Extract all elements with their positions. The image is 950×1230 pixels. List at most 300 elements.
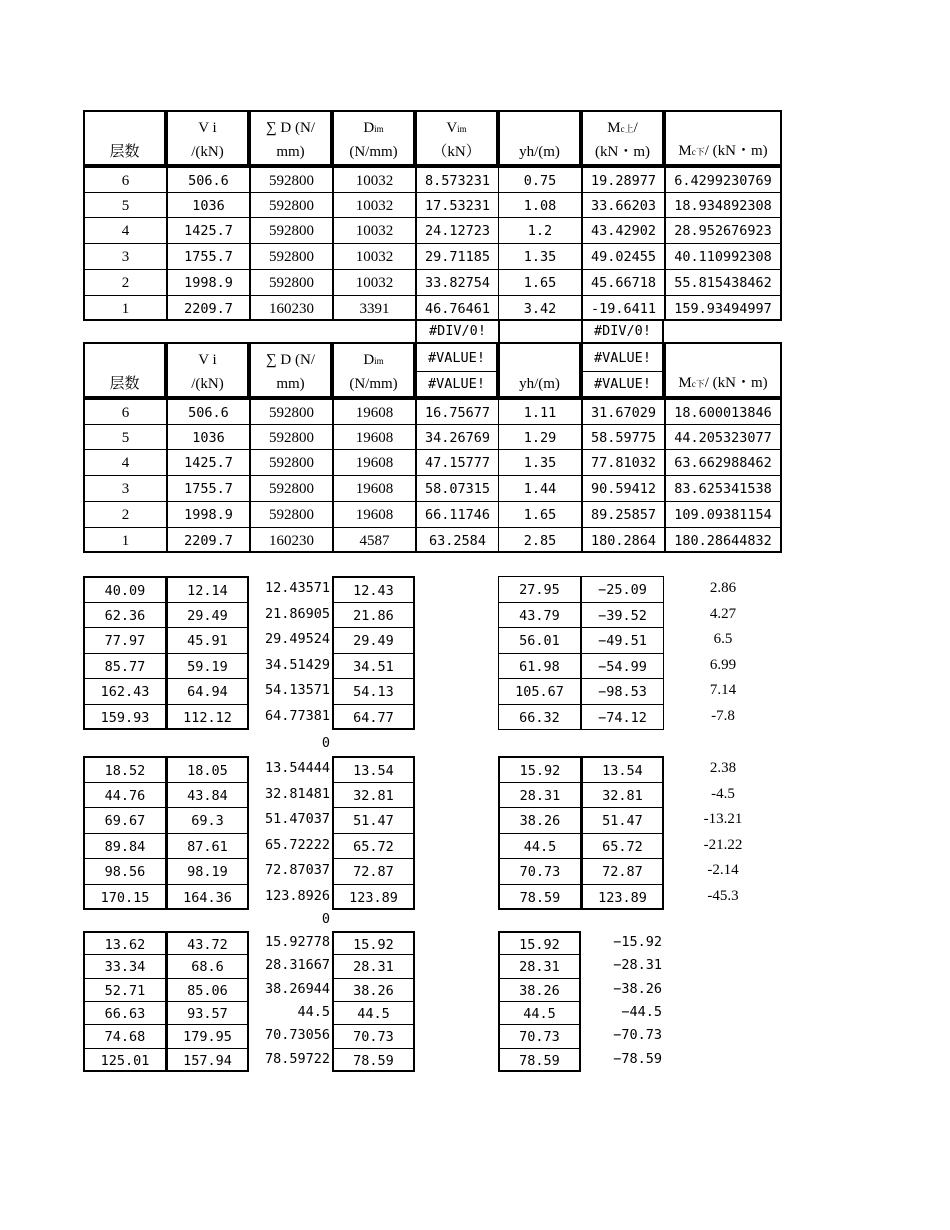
header-text: mm) [276, 144, 305, 160]
block4-cell: -21.22 [703, 836, 743, 853]
block4-cell: 18.52 [83, 756, 166, 783]
table1-mc-top-cell: 43.42902 [581, 217, 664, 244]
header-text: #VALUE! [594, 350, 651, 366]
table1-header-line2 [85, 140, 164, 164]
block3-cell: 40.09 [83, 576, 166, 603]
table1-d-im-cell: 10032 [332, 217, 415, 244]
block4-cell: 69.3 [166, 807, 249, 834]
table2-header-line2 [583, 372, 662, 396]
table2-vi-cell: 1425.7 [166, 449, 249, 476]
table1-header-mc-bottom [664, 110, 782, 166]
table1-v-im-cell: 33.82754 [415, 269, 498, 296]
block4-cell: 32.81 [581, 782, 664, 809]
block4-cell: 18.05 [166, 756, 249, 783]
block5-cell: 78.59 [498, 1048, 581, 1072]
table1-vi-cell: 2209.7 [166, 295, 249, 322]
table1-header-yh [498, 110, 581, 166]
block4-cell: 44.5 [498, 833, 581, 860]
table1-header-line1 [417, 116, 496, 141]
block3-cell: 64.94 [166, 678, 249, 705]
block4-cell: 164.36 [166, 884, 249, 911]
table2-sum-d-cell: 160230 [249, 527, 332, 554]
block3-cell: 45.91 [166, 627, 249, 654]
table1-floor-cell: 4 [83, 217, 166, 244]
block3-cell: 66.32 [498, 704, 581, 731]
block5-cell: 157.94 [166, 1048, 249, 1072]
block4-cell: 65.72 [332, 833, 415, 860]
table2-d-im-cell: 19608 [332, 501, 415, 528]
table2-yh-cell: 1.29 [498, 424, 581, 451]
block5-cell: 38.26 [498, 978, 581, 1002]
block5-cell: 15.92 [498, 931, 581, 955]
table2-yh-cell: 1.11 [498, 398, 581, 425]
table1-v-im-cell: 46.76461 [415, 295, 498, 322]
table2-sum-d-cell: 592800 [249, 449, 332, 476]
block4-cell: 32.81 [332, 782, 415, 809]
header-text: （kN） [432, 144, 481, 160]
block5-cell: 70.73056 [264, 1027, 330, 1044]
table2-header-line1 [168, 348, 247, 372]
block5-cell: 125.01 [83, 1048, 166, 1072]
table1-mc-top-cell: 19.28977 [581, 166, 664, 193]
table2-d-im-cell: 19608 [332, 424, 415, 451]
block5-cell: 38.26 [332, 978, 415, 1002]
table1-mc-bottom-cell: 159.93494997 [664, 295, 782, 322]
header-text: V [446, 120, 458, 136]
table1-sum-d-cell: 160230 [249, 295, 332, 322]
table1-d-im-cell: 10032 [332, 243, 415, 270]
header-text: D [363, 352, 375, 368]
table2-yh-cell: 1.35 [498, 449, 581, 476]
block4-cell: 13.54444 [264, 760, 330, 776]
table2-floor-cell: 2 [83, 501, 166, 528]
block3-cell: 2.86 [709, 580, 737, 596]
table1-mc-bottom-cell: 28.952676923 [664, 217, 782, 244]
table2-v-im-cell: 66.11746 [415, 501, 498, 528]
block5-cell: 52.71 [83, 978, 166, 1002]
table2-header-floor [83, 342, 166, 398]
block4-cell: 65.72222 [264, 836, 330, 853]
header-text: M [607, 120, 621, 136]
header-text: yh/(m) [519, 144, 560, 160]
block5-cell: 28.31 [332, 954, 415, 978]
block4-cell: -2.14 [707, 862, 739, 878]
table1-header-line2 [251, 140, 330, 164]
table1-floor-cell: 5 [83, 192, 166, 219]
table1-header-line2 [500, 140, 579, 164]
table2-mc-top-cell: 31.67029 [581, 398, 664, 425]
block3-cell: 6.5 [713, 631, 733, 647]
table2-floor-cell: 3 [83, 475, 166, 502]
block5-cell: 93.57 [166, 1001, 249, 1025]
subscript: c上 [620, 124, 634, 134]
block3-cell: 7.14 [709, 682, 737, 698]
block4-cell: 13.54 [581, 756, 664, 783]
table2-header-line2 [500, 372, 579, 396]
block5-cell: 13.62 [83, 931, 166, 955]
table2-header-line1 [334, 348, 413, 373]
table1-sum-d-cell: 592800 [249, 243, 332, 270]
table2-v-im-cell: 47.15777 [415, 449, 498, 476]
header-text: (N/mm) [349, 376, 398, 392]
block3-cell: 85.77 [83, 653, 166, 680]
table1-header-line2 [417, 140, 496, 164]
block5-cell: 44.5 [297, 1003, 330, 1020]
table1-header-line1 [251, 116, 330, 140]
header-text: ∑ D (N/ [265, 120, 316, 136]
header-text: M [678, 375, 692, 391]
table2-mc-bottom-cell: 83.625341538 [664, 475, 782, 502]
block4-cell: 123.89 [332, 884, 415, 911]
block3-cell: 56.01 [498, 627, 581, 654]
table1-mc-top-cell: -19.6411 [581, 295, 664, 322]
block3-cell: 12.14 [166, 576, 249, 603]
table1-mc-bottom-cell: 40.110992308 [664, 243, 782, 270]
header-text: V i [198, 120, 217, 136]
table1-v-im-cell: 29.71185 [415, 243, 498, 270]
block5-cell: −44.5 [621, 1003, 662, 1020]
block5-cell: 68.6 [166, 954, 249, 978]
table1-sum-d-cell: 592800 [249, 269, 332, 296]
table2-sum-d-cell: 592800 [249, 501, 332, 528]
divider [417, 371, 496, 372]
block3-cell: -7.8 [711, 707, 735, 724]
header-text: mm) [276, 376, 305, 392]
table1-mc-top-cell: 49.02455 [581, 243, 664, 270]
header-text: (kN・m) [595, 144, 650, 160]
header-text: V i [198, 352, 217, 368]
table2-header-line1 [583, 346, 662, 370]
table2-header-line2 [334, 372, 413, 396]
block3-cell: −54.99 [581, 653, 664, 680]
table2-floor-cell: 5 [83, 424, 166, 451]
table1-v-im-cell: 17.53231 [415, 192, 498, 219]
block5-cell: 74.68 [83, 1024, 166, 1048]
table2-header-v-im [415, 342, 498, 398]
header-text: / (kN・m) [704, 143, 768, 159]
subscript: im [457, 124, 467, 134]
block3-cell: −49.51 [581, 627, 664, 654]
block3-cell: 34.51 [332, 653, 415, 680]
table1-header-d-im [332, 110, 415, 166]
block4-cell: 51.47 [332, 807, 415, 834]
header-text: #VALUE! [594, 376, 651, 392]
table2-mc-bottom-cell: 18.600013846 [664, 398, 782, 425]
block4-cell: 89.84 [83, 833, 166, 860]
block3-cell: 12.43 [332, 576, 415, 603]
block4-cell: 13.54 [332, 756, 415, 783]
table1-header-v-im [415, 110, 498, 166]
div0-error: #DIV/0! [415, 320, 498, 342]
block4-cell: 123.8926 [264, 887, 330, 904]
header-text: #VALUE! [428, 350, 485, 366]
table1-header-sum-d [249, 110, 332, 166]
subscript: c下 [691, 147, 705, 157]
table2-mc-bottom-cell: 44.205323077 [664, 424, 782, 451]
header-text: 层数 [109, 376, 140, 392]
table2-v-im-cell: 63.2584 [415, 527, 498, 554]
subscript: c下 [691, 379, 705, 389]
block5-cell: −28.31 [613, 957, 662, 974]
table1-vi-cell: 1425.7 [166, 217, 249, 244]
table2-vi-cell: 506.6 [166, 398, 249, 425]
block4-cell: 28.31 [498, 782, 581, 809]
block3-cell: 77.97 [83, 627, 166, 654]
block3-cell: 59.19 [166, 653, 249, 680]
table2-mc-top-cell: 90.59412 [581, 475, 664, 502]
block5-cell: 179.95 [166, 1024, 249, 1048]
table1-header-mc-top [581, 110, 664, 166]
block3-cell: 4.27 [709, 605, 737, 622]
block3-cell: −39.52 [581, 602, 664, 629]
table2-header-mc-top [581, 342, 664, 398]
table1-mc-bottom-cell: 6.4299230769 [664, 166, 782, 193]
table1-header-line1 [334, 116, 413, 141]
block5-cell: −70.73 [613, 1027, 662, 1044]
table1-floor-cell: 6 [83, 166, 166, 193]
block4-cell: 43.84 [166, 782, 249, 809]
table2-header-line1 [417, 346, 496, 370]
table1-header-line2 [334, 140, 413, 164]
block5-cell: −15.92 [613, 934, 662, 950]
divider [583, 371, 662, 372]
table2-header-vi [166, 342, 249, 398]
table2-header-line2 [417, 372, 496, 396]
table1-header-line1 [583, 116, 662, 141]
table1-yh-cell: 1.2 [498, 217, 581, 244]
block4-cell: 69.67 [83, 807, 166, 834]
table2-mc-bottom-cell: 63.662988462 [664, 449, 782, 476]
table1-yh-cell: 0.75 [498, 166, 581, 193]
table1-d-im-cell: 10032 [332, 192, 415, 219]
block3-cell: 54.13 [332, 678, 415, 705]
table1-vi-cell: 506.6 [166, 166, 249, 193]
table2-v-im-cell: 58.07315 [415, 475, 498, 502]
table2-header-line2 [666, 371, 780, 396]
slash: / [633, 120, 638, 136]
header-text: #VALUE! [428, 376, 485, 392]
table2-d-im-cell: 19608 [332, 475, 415, 502]
table2-mc-bottom-cell: 109.09381154 [664, 501, 782, 528]
table1-floor-cell: 3 [83, 243, 166, 270]
block3-cell: 61.98 [498, 653, 581, 680]
table2-header-line2 [168, 372, 247, 396]
table1-mc-bottom-cell: 18.934892308 [664, 192, 782, 219]
block5-cell: −38.26 [613, 980, 662, 997]
header-text: D [363, 120, 375, 136]
block3-cell: 162.43 [83, 678, 166, 705]
div0-error: #DIV/0! [581, 320, 664, 342]
table2-vi-cell: 1998.9 [166, 501, 249, 528]
table2-yh-cell: 1.65 [498, 501, 581, 528]
table1-header-floor [83, 110, 166, 166]
block5-cell: 28.31667 [264, 957, 330, 974]
table2-d-im-cell: 19608 [332, 398, 415, 425]
table2-vi-cell: 2209.7 [166, 527, 249, 554]
header-text: (N/mm) [349, 144, 398, 160]
table1-yh-cell: 1.35 [498, 243, 581, 270]
header-text: /(kN) [191, 144, 224, 160]
block5-cell: 66.63 [83, 1001, 166, 1025]
table1-vi-cell: 1755.7 [166, 243, 249, 270]
block5-cell: 15.92778 [264, 934, 330, 950]
block4-cell: 15.92 [498, 756, 581, 783]
table1-yh-cell: 1.08 [498, 192, 581, 219]
table2-floor-cell: 4 [83, 449, 166, 476]
block3-cell: 6.99 [709, 656, 737, 673]
block3-cell: −25.09 [581, 576, 664, 603]
header-text: 层数 [109, 144, 140, 160]
block3-cell: 29.49 [332, 627, 415, 654]
table2-vi-cell: 1755.7 [166, 475, 249, 502]
table1-yh-cell: 1.65 [498, 269, 581, 296]
table1-mc-bottom-cell: 55.815438462 [664, 269, 782, 296]
table2-header-line2 [251, 372, 330, 396]
table1-floor-cell: 1 [83, 295, 166, 322]
table1-mc-top-cell: 45.66718 [581, 269, 664, 296]
block3-cell: 29.49524 [264, 631, 330, 647]
block4-cell: 72.87 [581, 858, 664, 885]
table2-sum-d-cell: 592800 [249, 475, 332, 502]
table2-d-im-cell: 4587 [332, 527, 415, 554]
block3-cell: 64.77381 [264, 707, 330, 724]
block5-cell: −78.59 [613, 1050, 662, 1067]
table1-header-line1 [168, 116, 247, 140]
block5-cell: 78.59722 [264, 1050, 330, 1067]
block3-cell: 105.67 [498, 678, 581, 705]
subscript: im [374, 356, 384, 366]
table1-vi-cell: 1036 [166, 192, 249, 219]
table2-header-d-im [332, 342, 415, 398]
zero-cell: 0 [321, 735, 330, 751]
table2-mc-top-cell: 89.25857 [581, 501, 664, 528]
block3-cell: 159.93 [83, 704, 166, 731]
block5-cell: 38.26944 [264, 980, 330, 997]
block5-cell: 85.06 [166, 978, 249, 1002]
blank-cell [498, 320, 581, 342]
block4-cell: 78.59 [498, 884, 581, 911]
block3-cell: −74.12 [581, 704, 664, 731]
header-text: yh/(m) [519, 376, 560, 392]
block5-cell: 28.31 [498, 954, 581, 978]
header-text: ∑ D (N/ [265, 352, 316, 368]
block4-cell: -4.5 [711, 785, 735, 802]
table2-mc-bottom-cell: 180.28644832 [664, 527, 782, 554]
header-text: /(kN) [191, 376, 224, 392]
block4-cell: 2.38 [709, 760, 737, 776]
table2-mc-top-cell: 180.2864 [581, 527, 664, 554]
block3-cell: 21.86 [332, 602, 415, 629]
block4-cell: 65.72 [581, 833, 664, 860]
table1-mc-top-cell: 33.66203 [581, 192, 664, 219]
table2-v-im-cell: 16.75677 [415, 398, 498, 425]
block4-cell: 70.73 [498, 858, 581, 885]
block5-cell: 78.59 [332, 1048, 415, 1072]
table2-v-im-cell: 34.26769 [415, 424, 498, 451]
table2-mc-top-cell: 58.59775 [581, 424, 664, 451]
zero-cell: 0 [321, 911, 330, 927]
table1-v-im-cell: 8.573231 [415, 166, 498, 193]
block5-cell: 15.92 [332, 931, 415, 955]
table1-header-line2 [666, 139, 780, 164]
header-text: M [678, 143, 692, 159]
block4-cell: 72.87037 [264, 862, 330, 878]
block4-cell: 123.89 [581, 884, 664, 911]
table2-yh-cell: 1.44 [498, 475, 581, 502]
block5-cell: 44.5 [498, 1001, 581, 1025]
block4-cell: 170.15 [83, 884, 166, 911]
subscript: im [374, 124, 384, 134]
table2-mc-top-cell: 77.81032 [581, 449, 664, 476]
block5-cell: 44.5 [332, 1001, 415, 1025]
block4-cell: -13.21 [703, 811, 743, 827]
table2-header-mc-bottom [664, 342, 782, 398]
block3-cell: 27.95 [498, 576, 581, 603]
table1-floor-cell: 2 [83, 269, 166, 296]
block5-cell: 70.73 [332, 1024, 415, 1048]
table2-header-yh [498, 342, 581, 398]
block3-cell: 112.12 [166, 704, 249, 731]
block4-cell: -45.3 [707, 887, 739, 904]
block5-cell: 33.34 [83, 954, 166, 978]
block4-cell: 98.19 [166, 858, 249, 885]
block4-cell: 51.47037 [264, 811, 330, 827]
header-text: / (kN・m) [704, 375, 768, 391]
table2-header-line1 [251, 348, 330, 372]
table1-header-line2 [583, 140, 662, 164]
table2-floor-cell: 1 [83, 527, 166, 554]
table2-sum-d-cell: 592800 [249, 398, 332, 425]
table1-sum-d-cell: 592800 [249, 217, 332, 244]
block4-cell: 32.81481 [264, 785, 330, 802]
table2-sum-d-cell: 592800 [249, 424, 332, 451]
table1-yh-cell: 3.42 [498, 295, 581, 322]
block3-cell: 54.13571 [264, 682, 330, 698]
block4-cell: 44.76 [83, 782, 166, 809]
table1-sum-d-cell: 592800 [249, 166, 332, 193]
table2-vi-cell: 1036 [166, 424, 249, 451]
block3-cell: 12.43571 [264, 580, 330, 596]
table1-header-line2 [168, 140, 247, 164]
block3-cell: 62.36 [83, 602, 166, 629]
table2-d-im-cell: 19608 [332, 449, 415, 476]
block5-cell: 43.72 [166, 931, 249, 955]
block4-cell: 98.56 [83, 858, 166, 885]
block4-cell: 51.47 [581, 807, 664, 834]
block4-cell: 72.87 [332, 858, 415, 885]
block5-cell: 70.73 [498, 1024, 581, 1048]
block3-cell: −98.53 [581, 678, 664, 705]
block3-cell: 21.86905 [264, 605, 330, 622]
block3-cell: 29.49 [166, 602, 249, 629]
table1-header-vi [166, 110, 249, 166]
table1-d-im-cell: 10032 [332, 166, 415, 193]
table2-header-sum-d [249, 342, 332, 398]
table2-header-line2 [85, 372, 164, 396]
table1-d-im-cell: 10032 [332, 269, 415, 296]
block3-cell: 64.77 [332, 704, 415, 731]
table1-d-im-cell: 3391 [332, 295, 415, 322]
block3-cell: 34.51429 [264, 656, 330, 673]
table2-floor-cell: 6 [83, 398, 166, 425]
table2-yh-cell: 2.85 [498, 527, 581, 554]
table1-sum-d-cell: 592800 [249, 192, 332, 219]
block3-cell: 43.79 [498, 602, 581, 629]
block4-cell: 87.61 [166, 833, 249, 860]
table1-vi-cell: 1998.9 [166, 269, 249, 296]
block4-cell: 38.26 [498, 807, 581, 834]
table1-v-im-cell: 24.12723 [415, 217, 498, 244]
